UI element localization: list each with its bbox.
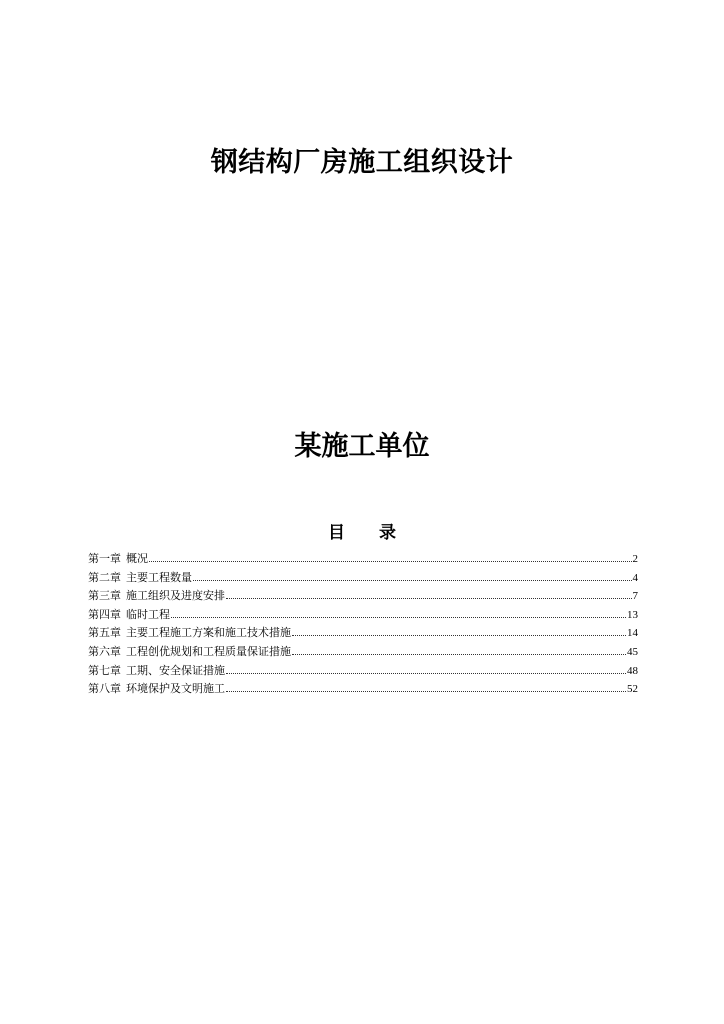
toc-chapter-label: 第六章 [88, 644, 121, 658]
toc-page-number: 45 [627, 645, 638, 658]
toc-chapter-label: 第三章 [88, 589, 121, 603]
toc-entry-title: 概况 [126, 552, 148, 565]
toc-page-number: 13 [627, 608, 638, 621]
toc-entry-chapter-5[interactable] [88, 624, 638, 643]
toc-entry-chapter-1[interactable] [88, 550, 638, 569]
toc-chapter-label: 第八章 [88, 682, 121, 696]
toc-chapter-label: 第一章 [88, 552, 121, 565]
toc-leader-dots [292, 635, 626, 636]
toc-entry-chapter-3[interactable] [88, 587, 638, 606]
toc-page-number: 52 [627, 683, 638, 696]
toc-leader-dots [226, 673, 626, 674]
toc-entry-title: 临时工程 [126, 607, 170, 621]
toc-entry-chapter-2[interactable] [88, 569, 638, 588]
toc-leader-dots [292, 654, 626, 655]
toc-entry-chapter-4[interactable] [88, 606, 638, 625]
toc-chapter-label: 第五章 [88, 626, 121, 640]
toc-page-number: 7 [632, 590, 638, 603]
toc-entry-title: 主要工程数量 [126, 570, 192, 584]
organization-name: 某施工单位 [294, 431, 430, 462]
toc-page-number: 4 [632, 571, 638, 584]
toc-page-number: 2 [632, 553, 638, 565]
toc-entry-title: 施工组织及进度安排 [126, 589, 225, 603]
toc-entry-chapter-7[interactable] [88, 662, 638, 681]
toc-entry-chapter-6[interactable] [88, 643, 638, 662]
toc-entry-chapter-8[interactable] [88, 680, 638, 699]
table-of-contents [88, 550, 638, 699]
toc-page-number: 14 [627, 627, 638, 640]
toc-chapter-label: 第七章 [88, 663, 121, 677]
toc-entry-title: 环境保护及文明施工 [126, 682, 225, 696]
toc-leader-dots [226, 691, 626, 692]
document-title: 钢结构厂房施工组织设计 [210, 147, 514, 178]
toc-entry-title: 工期、安全保证措施 [126, 663, 225, 677]
toc-entry-title: 工程创优规划和工程质量保证措施 [126, 644, 291, 658]
toc-page-number: 48 [627, 664, 638, 677]
toc-chapter-label: 第四章 [88, 607, 121, 621]
toc-chapter-label: 第二章 [88, 570, 121, 584]
toc-entry-title: 主要工程施工方案和施工技术措施 [126, 626, 291, 640]
toc-leader-dots [149, 561, 632, 562]
toc-leader-dots [226, 598, 632, 599]
toc-leader-dots [193, 580, 632, 581]
toc-leader-dots [171, 617, 626, 618]
toc-heading: 目 录 [328, 523, 410, 543]
